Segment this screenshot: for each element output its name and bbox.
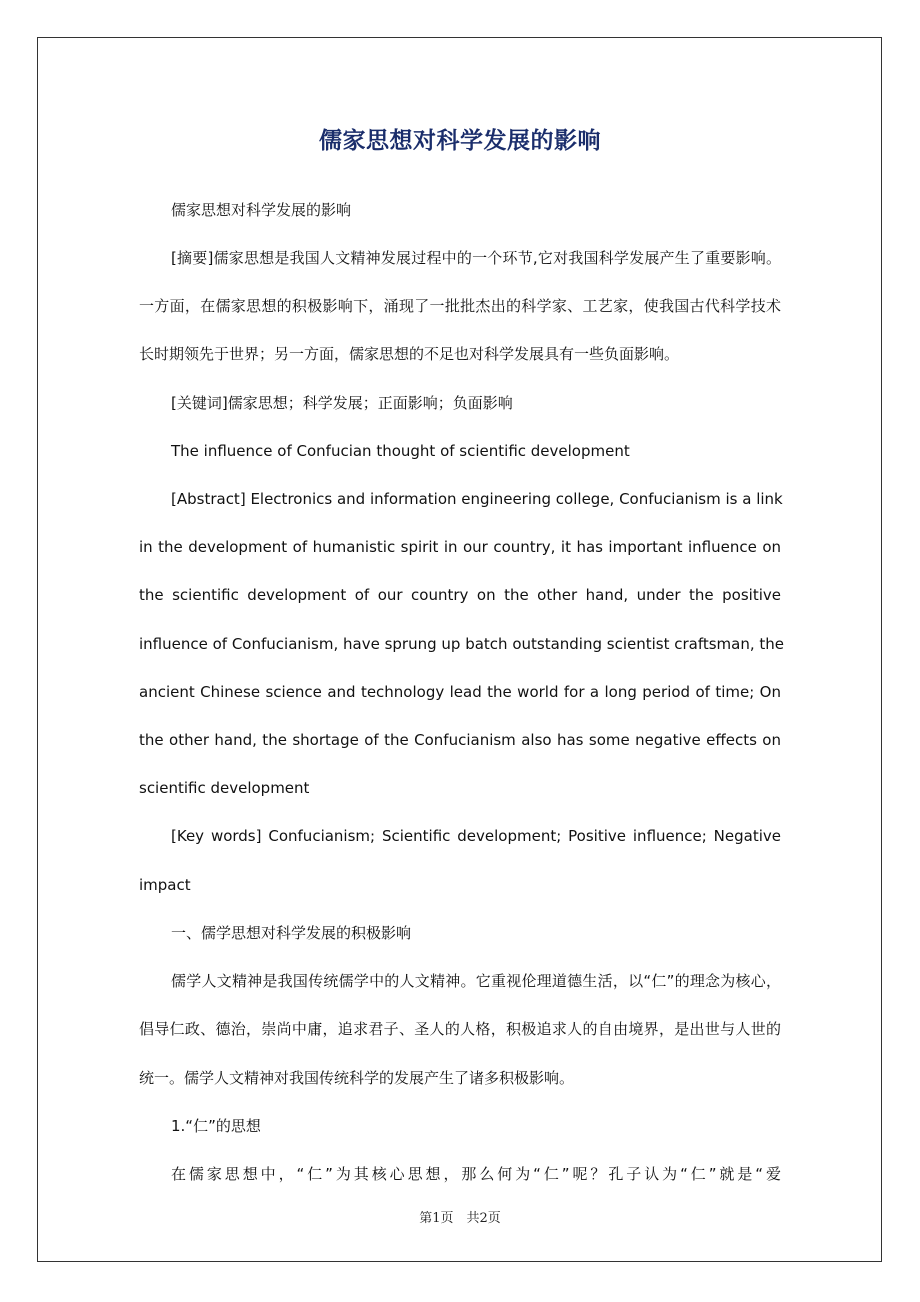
abstract-cn-line: 长时期领先于世界；另一方面，儒家思想的不足也对科学发展具有一些负面影响。 (139, 345, 680, 363)
document-title: 儒家思想对科学发展的影响 (319, 128, 601, 154)
paragraph-line: 倡导仁政、德治，崇尚中庸，追求君子、圣人的人格，积极追求人的自由境界，是出世与人世的 (139, 1020, 781, 1038)
paragraph-line: 统一。儒学人文精神对我国传统科学的发展产生了诸多积极影响。 (139, 1069, 575, 1087)
paragraph-line: 在儒家思想中，“仁”为其核心思想，那么何为“仁”呢？孔子认为“仁”就是“爱 (171, 1165, 781, 1183)
keywords-en-line: impact (139, 876, 191, 894)
keywords-cn: [关键词]儒家思想；科学发展；正面影响；负面影响 (171, 394, 513, 412)
paragraph-line: 儒学人文精神是我国传统儒学中的人文精神。它重视伦理道德生活，以“仁”的理念为核心， (171, 972, 781, 990)
abstract-cn-line: 一方面，在儒家思想的积极影响下，涌现了一批批杰出的科学家、工艺家，使我国古代科学技术 (139, 297, 781, 315)
abstract-en-line: [Abstract] Electronics and information engineering college, Confucianism is a link (171, 490, 783, 508)
abstract-en-line: the scientific development of our country on the other hand, under the positive (139, 586, 781, 604)
abstract-en-line: in the development of humanistic spirit in our country, it has important influence on (139, 538, 781, 556)
keywords-en-line: [Key words] Confucianism; Scientific development; Positive influence; Negative (171, 827, 781, 845)
page-indicator: 第1页 共2页 (419, 1211, 501, 1226)
english-title: The influence of Confucian thought of scientific development (171, 442, 630, 460)
abstract-en-line: scientific development (139, 779, 310, 797)
abstract-en-line: influence of Confucianism, have sprung up batch outstanding scientist craftsman, the (139, 635, 785, 653)
abstract-en-line: ancient Chinese science and technology lead the world for a long period of time; On (139, 683, 781, 701)
section-heading: 一、儒学思想对科学发展的积极影响 (171, 924, 412, 942)
subsection-heading: 1.“仁”的思想 (171, 1117, 261, 1135)
abstract-cn-line: [摘要]儒家思想是我国人文精神发展过程中的一个环节,它对我国科学发展产生了重要影响。 (171, 249, 781, 267)
body-subtitle: 儒家思想对科学发展的影响 (171, 201, 352, 219)
abstract-en-line: the other hand, the shortage of the Confucianism also has some negative effects on (139, 731, 781, 749)
